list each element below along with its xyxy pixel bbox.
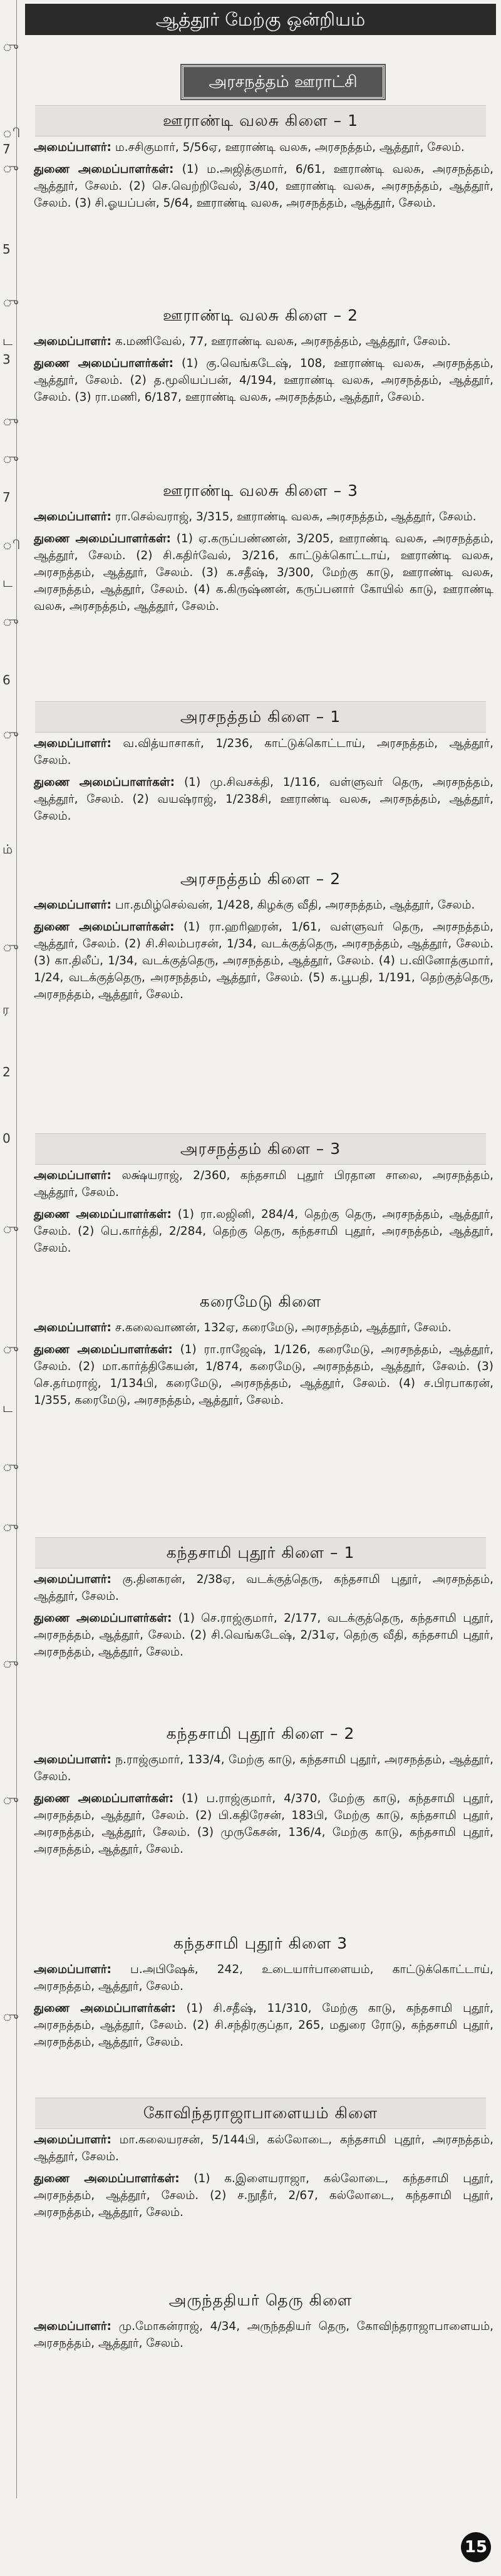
bleed-char: ு [3,1519,19,1534]
bleed-char: ு [3,160,19,175]
co-organizers-entry [34,1206,493,1257]
co-organizers-text: (1) ரா.ராஜேஷ், 1/126, கரைமேடு, அரசநத்தம், ஆத்தூர், சேலம். (2) மா.கார்த்திகேயன், 1/874, கரைமேடு, அரசநத்தம், ஆத்தூர், சேலம். (3) செ.தர்மராஜ், 1/134பி, கரைமேடு, அரசநத்தம், ஆத்தூர், சேலம். (4) ச.பிரபாகரன், 1/355, கரைமேடு, அரசநத்தம், ஆத்தூர், சேலம். [34,1343,493,1407]
organizer-text: ம.சசிகுமார், 5/56ஏ, ஊராண்டி வலசு, அரசநத்தம், ஆத்தூர், சேலம். [115,141,465,154]
co-organizers-text: (1) மு.சிவசக்தி, 1/116, வள்ளுவர் தெரு, அரசநத்தம், ஆத்தூர், சேலம். (2) வயஷ்ராஜ், 1/238சி, ஊராண்டி வலசு, அரசநத்தம், ஆத்தூர், சேலம். [34,776,493,823]
organizer-text: ரா.செல்வராஜ், 3/315, ஊராண்டி வலசு, அரசநத்தம், ஆத்தூர், சேலம். [115,510,477,523]
co-organizers-entry [34,2170,493,2221]
bleed-char: ு [3,939,19,954]
organizer-text: க.மணிவேல், 77, ஊராண்டி வலசு, அரசநத்தம், ஆத்தூர், சேலம். [115,335,451,348]
branch-block [25,301,496,411]
page-number-badge: 15 [461,2532,491,2562]
co-organizers-label: துணை அமைப்பாளர்கள்: [34,1208,172,1221]
co-organizers-label: துணை அமைப்பாளர்கள்: [34,357,174,370]
organizer-text: ப.அபிஷேக், 242, உடையார்பாளையம், காட்டுக்கொட்டாய், அரசநத்தம், ஆத்தூர், சேலம். [34,1963,493,1993]
bleed-char: ு [3,1459,19,1474]
co-organizers-label: துணை அமைப்பாளர்கள்: [34,2172,180,2185]
co-organizers-label: துணை அமைப்பாளர்கள்: [34,532,171,545]
section-subtitle: அரசநத்தம் ஊராட்சி [182,65,385,99]
organizer-entry [34,508,493,525]
bleed-char: ு [3,1221,19,1236]
co-organizers-entry [34,2000,493,2051]
bleed-char: 7 [3,142,11,157]
bleed-char: ம் [3,842,13,857]
bleed-char: 6 [3,672,11,688]
branch-block [25,2285,496,2357]
branch-heading: கோவிந்தராஜாபாளையம் கிளை [35,2098,486,2129]
co-organizers-text: (1) கு.வெங்கடேஷ், 108, ஊராண்டி வலசு, அரசநத்தம், ஆத்தூர், சேலம். (2) த.மூலியப்பன், 4/194, ஊராண்டி வலசு, அரசநத்தம், ஆத்தூர், சேலம். (3) ரா.மணி, 6/187, ஊராண்டி வலசு, அரசநத்தம், ஆத்தூர், சேலம். [34,357,493,404]
bleed-char: ு [3,413,19,428]
branch-heading: ஊராண்டி வலசு கிளை – 2 [162,306,359,324]
co-organizers-entry [34,1790,493,1858]
adjacent-column-bleed [0,0,21,2498]
branch-block [25,1929,496,2056]
organizer-label: அமைப்பாளர்: [34,1963,111,1976]
organizer-label: அமைப்பாளர்: [34,2320,111,2333]
bleed-char: ர [3,1002,9,1017]
bleed-char: 3 [3,352,11,367]
organizer-entry [34,1961,493,1995]
bleed-char: ு [3,294,19,309]
organizer-label: அமைப்பாளர்: [34,1169,111,1182]
organizer-entry [34,897,493,914]
co-organizers-text: (1) ரா.ஹரிஹரன், 1/61, வள்ளுவர் தெரு, அரசநத்தம், ஆத்தூர், சேலம். (2) சி.சிலம்பரசன், 1/34, வடக்குத்தெரு, அரசநத்தம், ஆத்தூர், சேலம். (3) கா.திலீப், 1/34, வடக்குத்தெரு, அரசநத்தம், ஆத்தூர், சேலம். (4) ப.வினோத்குமார், 1/24, வடக்குத்தெரு, அரசநத்தம், ஆத்தூர், சேலம். (5) க.பூபதி, 1/191, தெற்குத்தெரு, அரசநத்தம், ஆத்தூர், சேலம். [34,920,493,1001]
organizer-label: அமைப்பாளர்: [34,1573,111,1586]
organizer-label: அமைப்பாளர்: [34,335,111,348]
organizer-label: அமைப்பாளர்: [34,141,111,154]
bleed-char: ட [3,333,13,348]
branch-heading: ஊராண்டி வலசு கிளை – 3 [162,482,359,500]
branch-block [25,105,496,217]
organizer-text: பா.தமிழ்செல்வன், 1/428, கிழக்கு வீதி, அரசநத்தம், ஆத்தூர், சேலம். [115,899,475,912]
branch-heading: அரசநத்தம் கிளை – 1 [35,701,486,733]
organizer-entry [34,2131,493,2165]
co-organizers-label: துணை அமைப்பாளர்கள்: [34,163,174,176]
branch-block [25,1719,496,1863]
organizer-text: மா.கலையரசன், 5/144பி, கல்லோடை, கந்தசாமி புதூர், அரசநத்தம், ஆத்தூர், சேலம். [34,2133,493,2163]
co-organizers-label: துணை அமைப்பாளர்கள்: [34,2002,176,2015]
branch-heading: கந்தசாமி புதூர் கிளை – 2 [166,1724,355,1743]
bleed-char: 7 [3,490,11,505]
co-organizers-entry [34,774,493,825]
bleed-char: ு [3,39,19,54]
co-organizers-entry [34,530,493,615]
branch-block [25,1287,496,1414]
organizer-label: அமைப்பாளர்: [34,1753,111,1766]
organizer-entry [34,333,493,350]
organizer-entry [34,735,493,769]
branch-heading: கந்தசாமி புதூர் கிளை – 1 [35,1537,486,1569]
branch-heading: அரசநத்தம் கிளை – 2 [180,870,341,888]
branch-block [25,864,496,1008]
branch-heading: அருந்ததியர் தெரு கிளை [168,2291,353,2309]
co-organizers-label: துணை அமைப்பாளர்கள்: [34,1792,174,1805]
organizer-text: கு.தினகரன், 2/38ஏ, வடக்குத்தெரு, கந்தசாமி புதூர், அரசநத்தம், ஆத்தூர், சேலம். [34,1573,493,1603]
bleed-char: ட [3,575,13,590]
organizer-label: அமைப்பாளர்: [34,1321,111,1334]
branch-heading: கந்தசாமி புதூர் கிளை 3 [173,1934,348,1952]
organizer-entry [34,1319,493,1336]
page-title: ஆத்தூர் மேற்கு ஒன்றியம் [25,4,496,35]
co-organizers-label: துணை அமைப்பாளர்கள்: [34,920,175,934]
co-organizers-entry [34,1341,493,1409]
organizer-entry [34,2318,493,2352]
organizer-text: ந.ராஜ்குமார், 133/4, மேற்கு காடு, கந்தசாமி புதூர், அரசநத்தம், ஆத்தூர், சேலம். [34,1753,493,1783]
co-organizers-text: (1) சி.சதீஷ், 11/310, மேற்கு காடு, கந்தசாமி புதூர், அரசநத்தம், ஆத்தூர், சேலம். (2) சி.சந்திரகுப்தா, 265, மதுரை ரோடு, கந்தசாமி புதூர், அரசநத்தம், ஆத்தூர், சேலம். [34,2002,493,2049]
organizer-text: வ.வித்யாசாகர், 1/236, காட்டுக்கொட்டாய், அரசநத்தம், ஆத்தூர், சேலம். [34,737,493,767]
organizer-label: அமைப்பாளர்: [34,737,111,750]
organizer-text: மு.மோகன்ராஜ், 4/34, அருந்ததியர் தெரு, கோவிந்தராஜாபாளையம், அரசநத்தம், ஆத்தூர், சேலம். [34,2320,493,2350]
co-organizers-text: (1) ம.அஜித்குமார், 6/61, ஊராண்டி வலசு, அரசநத்தம், ஆத்தூர், சேலம். (2) செ.வெற்றிவேல், 3/40, ஊராண்டி வலசு, அரசநத்தம், ஆத்தூர், சேலம். (3) சி.ஓயப்பன், 5/64, ஊராண்டி வலசு, அரசநத்தம், ஆத்தூர், சேலம். [34,163,494,210]
branch-block [25,2098,496,2226]
co-organizers-text: (1) ப.ராஜ்குமார், 4/370, மேற்கு காடு, கந்தசாமி புதூர், அரசநத்தம், ஆத்தூர், சேலம். (2) பி.கதிரேசன், 183பி, மேற்கு காடு, கந்தசாமி புதூர், அரசநத்தம், ஆத்தூர், சேலம். (3) முருகேசன், 136/4, மேற்கு காடு, கந்தசாமி புதூர், அரசநத்தம், ஆத்தூர், சேலம். [34,1792,493,1856]
co-organizers-text: (1) ரா.லஜினி, 284/4, தெற்கு தெரு, அரசநத்தம், ஆத்தூர், சேலம். (2) பெ.கார்த்தி, 2/284, தெற்கு தெரு, கந்தசாமி புதூர், அரசநத்தம், ஆத்தூர், சேலம். [34,1208,493,1255]
organizer-entry [34,139,493,156]
co-organizers-entry [34,161,493,212]
co-organizers-label: துணை அமைப்பாளர்கள்: [34,1612,172,1625]
bleed-char: ு [3,1792,19,1807]
organizer-text: லக்ஷ்யராஜ், 2/360, கந்தசாமி புதூர் பிரதான சாலை, அரசநத்தம், ஆத்தூர், சேலம். [34,1169,493,1199]
branch-block [25,701,496,830]
organizer-label: அமைப்பாளர்: [34,510,111,523]
bleed-char: 0 [3,1131,11,1146]
organizer-label: அமைப்பாளர்: [34,899,111,912]
co-organizers-entry [34,1610,493,1661]
bleed-char: ி [3,125,21,140]
bleed-char: ு [3,451,19,466]
bleed-char: ு [3,1656,19,1671]
co-organizers-text: (1) க.இளையராஜா, கல்லோடை, கந்தசாமி புதூர், அரசநத்தம், ஆத்தூர், சேலம். (2) ச.நூதீர், 2/67, கல்லோடை, கந்தசாமி புதூர், அரசநத்தம், ஆத்தூர், சேலம். [34,2172,493,2219]
organizer-entry [34,1167,493,1201]
bleed-char: 5 [3,242,11,257]
branch-heading: ஊராண்டி வலசு கிளை – 1 [35,105,486,137]
organizer-entry [34,1571,493,1605]
organizer-entry [34,1751,493,1785]
co-organizers-entry [34,919,493,1003]
branch-heading: அரசநத்தம் கிளை – 3 [35,1133,486,1165]
co-organizers-text: (1) ஏ.கருப்பண்ணன், 3/205, ஊராண்டி வலசு, அரசநத்தம், ஆத்தூர், சேலம். (2) சி.கதிர்வேல், 3/216, காட்டுக்கொட்டாய், ஊராண்டி வலசு, அரசநத்தம், ஆத்தூர், சேலம். (3) க.சதீஷ், 3/300, மேற்கு காடு, ஊராண்டி வலசு, அரசநத்தம், ஆத்தூர், சேலம். (4) க.கிருஷ்ணன், கருப்பனார் கோயில் காடு, ஊராண்டி வலசு, அரசநத்தம், ஆத்தூர், சேலம். [34,532,493,613]
bleed-char: ி [3,537,21,552]
bleed-char: ட [3,1400,13,1415]
co-organizers-label: துணை அமைப்பாளர்கள்: [34,776,175,789]
co-organizers-label: துணை அமைப்பாளர்கள்: [34,1343,173,1356]
co-organizers-entry [34,355,493,406]
bleed-char: ு [3,614,19,629]
branch-heading: கரைமேடு கிளை [199,1292,322,1311]
branch-block [25,476,496,620]
branch-block [25,1537,496,1666]
branch-block [25,1133,496,1262]
bleed-char: 2 [3,1064,11,1079]
co-organizers-text: (1) செ.ராஜ்குமார், 2/177, வடக்குத்தெரு, கந்தசாமி புதூர், அரசநத்தம், ஆத்தூர், சேலம். (2) சி.வெங்கடேஷ், 2/31ஏ, தெற்கு வீதி, கந்தசாமி புதூர், அரசநத்தம், ஆத்தூர், சேலம். [34,1612,493,1659]
bleed-char: ு [3,2009,19,2024]
bleed-char: ு [3,726,19,741]
organizer-label: அமைப்பாளர்: [34,2133,111,2146]
bleed-char: ு [3,1341,19,1356]
organizer-text: ச.கலைவாணன், 132ஏ, கரைமேடு, அரசநத்தம், ஆத்தூர், சேலம். [115,1321,452,1334]
